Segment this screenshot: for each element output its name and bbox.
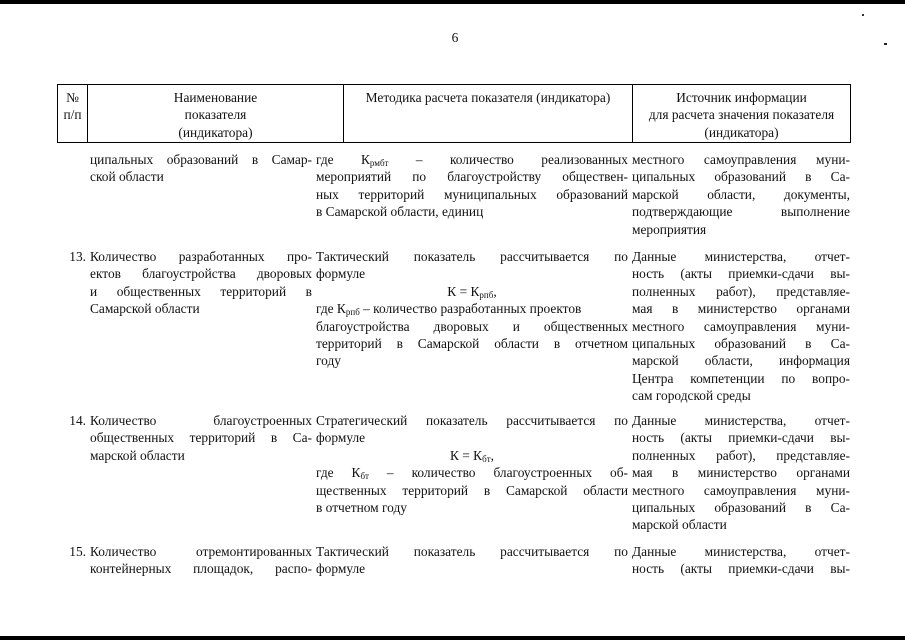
text-line: ципальных образований в Самар- (90, 152, 312, 167)
text-line: ципальных образований в Са- (632, 169, 850, 185)
text-line: благоустройства дворовых и общественных (316, 318, 628, 334)
text-line: мероприятий по благоустройству обществен- (316, 169, 628, 185)
header-number-cell: № п/п (58, 85, 88, 142)
text-line: ных территорий муниципальных образований (316, 186, 628, 202)
row-13-method (316, 248, 628, 370)
text-line: Самарской области (90, 301, 200, 317)
text-line: мероприятия (632, 221, 707, 237)
text-line: Тактический показатель рассчитывается по (316, 544, 628, 559)
text-line: подтверждающие выполнение (632, 204, 850, 220)
text-line: Количество разработанных про- (90, 249, 312, 264)
text-line: Данные министерства, отчет- (632, 413, 850, 428)
scan-speck (884, 43, 887, 45)
text-line: ципальных образований в Са- (632, 500, 850, 516)
row-13-source (632, 248, 850, 405)
scan-bottom-border (0, 636, 905, 640)
text-line: щественных территорий в Самарской области (316, 482, 628, 498)
text-line: местного самоуправления муни- (632, 318, 850, 334)
text-line: ской области (90, 169, 164, 185)
text-line: формуле (316, 266, 366, 282)
text-line: ектов благоустройства дворовых (90, 266, 312, 282)
where-line: где $К_{рпб}$ – количество разработанных проектов (316, 301, 582, 318)
where-line: где $К_{бт}$ – количество благоустроенных об- (316, 465, 628, 482)
text-line: местного самоуправления муни- (632, 152, 850, 167)
text-line: и общественных территорий в (90, 283, 312, 299)
row-cont-name (90, 151, 312, 186)
row-13-name (90, 248, 312, 318)
text-line: Стратегический показатель рассчитывается по (316, 413, 628, 428)
text-line: марской области (90, 447, 185, 463)
text-line: территорий в Самарской области в отчетном (316, 336, 628, 352)
table-header (57, 84, 851, 143)
text-line: ципальных образований в Са- (632, 336, 850, 352)
text-line: марской области, документы, (632, 186, 850, 202)
page-number: 6 (451, 30, 459, 45)
text-line: в Самарской области, единиц (316, 204, 484, 220)
scan-speck (862, 14, 864, 16)
header-indicator-name-cell: Наименование показателя (индикатора) (88, 85, 344, 142)
text-line: полненных работ), представляе- (632, 447, 850, 463)
row-15-name (90, 543, 312, 578)
row-14-method (316, 412, 628, 516)
where-line: где $К_{рмбт}$ – количество реализованных (316, 152, 628, 168)
text-line: ность (акты приемки-сдачи вы- (632, 561, 850, 577)
text-line: Центра компетенции по вопро- (632, 370, 850, 386)
row-cont-method (316, 151, 628, 221)
row-14-source (632, 412, 850, 534)
formula: $К = К_{рпб}$, (447, 283, 497, 300)
text-line: общественных территорий в Са- (90, 430, 312, 446)
text-line: Количество благоустроенных (90, 413, 312, 428)
text-line: марской области, информация (632, 353, 850, 369)
text-line: ность (акты приемки-сдачи вы- (632, 430, 850, 446)
text-line: сам городской среды (632, 388, 751, 404)
row-15-number: 15. (69, 544, 86, 559)
text-line: Данные министерства, отчет- (632, 249, 850, 264)
text-line: Данные министерства, отчет- (632, 544, 850, 559)
row-14-name (90, 412, 312, 464)
text-line: мая в министерство органами (632, 465, 850, 481)
text-line: Количество отремонтированных (90, 544, 312, 559)
text-line: мая в министерство органами (632, 301, 850, 317)
scan-top-border (0, 0, 905, 4)
text-line: местного самоуправления муни- (632, 482, 850, 498)
text-line: формуле (316, 561, 366, 577)
formula: $К = К_{бт}$, (450, 447, 494, 464)
text-line: контейнерных площадок, распо- (90, 561, 312, 577)
row-15-source (632, 543, 850, 578)
text-line: формуле (316, 430, 366, 446)
row-cont-source (632, 151, 850, 238)
row-15-method (316, 543, 628, 578)
header-source-cell: Источник информации для расчета значения показателя (индикатора) (648, 90, 835, 140)
text-line: полненных работ), представляе- (632, 283, 850, 299)
text-line: ность (акты приемки-сдачи вы- (632, 266, 850, 282)
row-14-number: 14. (69, 413, 86, 428)
text-line: Тактический показатель рассчитывается по (316, 249, 628, 264)
row-13-number: 13. (69, 249, 86, 264)
header-method-cell: Методика расчета показателя (индикатора) (344, 85, 633, 142)
text-line: марской области (632, 517, 727, 533)
text-line: году (316, 353, 341, 369)
text-line: в отчетном году (316, 500, 407, 516)
